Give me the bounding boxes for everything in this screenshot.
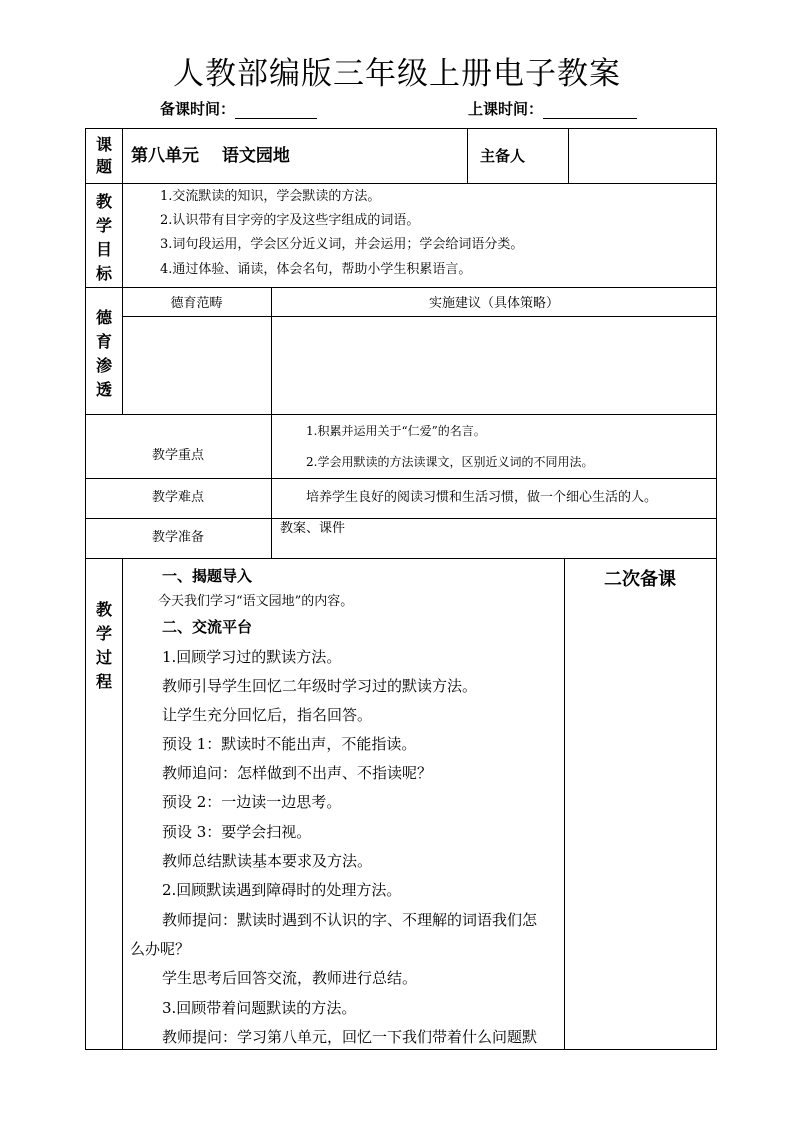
topic-label-char: 课	[95, 135, 112, 154]
process-label	[87, 598, 121, 694]
prep-time-label: 备课时间：	[160, 100, 236, 118]
process-line: 一、揭题导入	[162, 567, 253, 585]
key-point-item: 2.学会用默读的方法读课文，区别近义词的不同用法。	[306, 455, 594, 469]
moral-label-char: 透	[95, 380, 112, 399]
process-line: 教师提问：学习第八单元，回忆一下我们带着什么问题默	[162, 1028, 538, 1046]
difficulties-text: 培养学生良好的阅读习惯和生活习惯，做一个细心生活的人。	[306, 490, 658, 505]
second-prep-label: 二次备课	[604, 569, 676, 590]
moral-col2-header: 实施建议（具体策略）	[428, 296, 559, 311]
moral-label-char: 德	[95, 308, 112, 327]
process-line: 今天我们学习“语文园地”的内容。	[158, 594, 354, 609]
objectives-label-char: 目	[95, 240, 112, 259]
process-line: 教师追问：怎样做到不出声、不指读呢？	[162, 764, 433, 782]
row-divider	[85, 414, 717, 415]
table-border-left	[85, 128, 86, 1050]
col-divider	[271, 287, 272, 559]
process-line: 让学生充分回忆后，指名回答。	[162, 706, 373, 724]
process-line: 预设 3：要学会扫视。	[162, 823, 312, 841]
process-line: 预设 1：默读时不能出声，不能指读。	[162, 735, 417, 753]
preparation-label: 教学准备	[151, 530, 204, 545]
process-line: 3.回顾带着问题默读的方法。	[162, 999, 357, 1017]
objectives-label-char: 学	[95, 216, 112, 235]
process-line: 学生思考后回答交流，教师进行总结。	[162, 969, 418, 987]
row-divider	[122, 316, 717, 317]
class-time-label: 上课时间：	[468, 100, 544, 118]
process-line: 2.回顾默读遇到障碍时的处理方法。	[162, 881, 402, 899]
topic-label-char: 题	[95, 157, 112, 176]
col-divider	[122, 558, 123, 1050]
process-line: 预设 2：一边读一边思考。	[162, 793, 342, 811]
key-points-label: 教学重点	[151, 448, 204, 463]
process-line: 教师引导学生回忆二年级时学习过的默读方法。	[162, 677, 478, 695]
process-label-char: 过	[95, 648, 112, 667]
process-label-char: 程	[95, 672, 112, 691]
moral-col1-header: 德育范畴	[170, 296, 223, 311]
process-line: 二、交流平台	[162, 618, 253, 636]
moral-label-char: 渗	[95, 356, 112, 375]
process-label-char: 学	[95, 624, 112, 643]
host-label: 主备人	[480, 147, 526, 165]
process-line: 教师总结默读基本要求及方法。	[162, 852, 373, 870]
row-divider	[85, 558, 717, 559]
objective-item: 2.认识带有目字旁的字及这些字组成的词语。	[160, 213, 420, 228]
process-label-char: 教	[95, 600, 112, 619]
objectives-label	[87, 190, 121, 286]
table-border-bottom	[85, 1049, 717, 1050]
process-line: 教师提问：默读时遇到不认识的字、不理解的词语我们怎	[162, 911, 538, 929]
row-divider	[85, 287, 717, 288]
col-divider	[564, 558, 565, 1050]
row-divider	[85, 183, 717, 184]
objectives-label-char: 教	[95, 192, 112, 211]
difficulties-label: 教学难点	[151, 490, 204, 505]
objective-item: 1.交流默读的知识，学会默读的方法。	[160, 189, 381, 204]
page-title: 人教部编版三年级上册电子教案	[173, 56, 621, 92]
preparation-text: 教案、课件	[280, 521, 346, 536]
col-divider	[122, 128, 123, 415]
topic-value: 第八单元 语文园地	[131, 146, 290, 166]
key-point-item: 1.积累并运用关于“仁爱”的名言。	[306, 424, 486, 438]
prep-time	[160, 98, 317, 119]
class-time-blank[interactable]	[543, 102, 637, 119]
objectives-label-char: 标	[95, 264, 112, 283]
class-time	[468, 98, 637, 119]
col-divider	[568, 128, 569, 184]
moral-label-char: 育	[95, 332, 112, 351]
topic-label	[87, 134, 121, 178]
process-line: 么办呢？	[130, 940, 191, 958]
row-divider	[85, 478, 717, 479]
col-divider	[467, 128, 468, 184]
row-divider	[85, 518, 717, 519]
objective-item: 4.通过体验、诵读，体会名句，帮助小学生积累语言。	[160, 262, 472, 277]
process-line: 1.回顾学习过的默读方法。	[162, 648, 342, 666]
objective-item: 3.词句段运用，学会区分近义词，并会运用；学会给词语分类。	[160, 237, 524, 252]
moral-label	[87, 306, 121, 402]
table-border-right	[716, 128, 717, 1050]
table-border-top	[85, 128, 717, 129]
prep-time-blank[interactable]	[235, 102, 317, 119]
